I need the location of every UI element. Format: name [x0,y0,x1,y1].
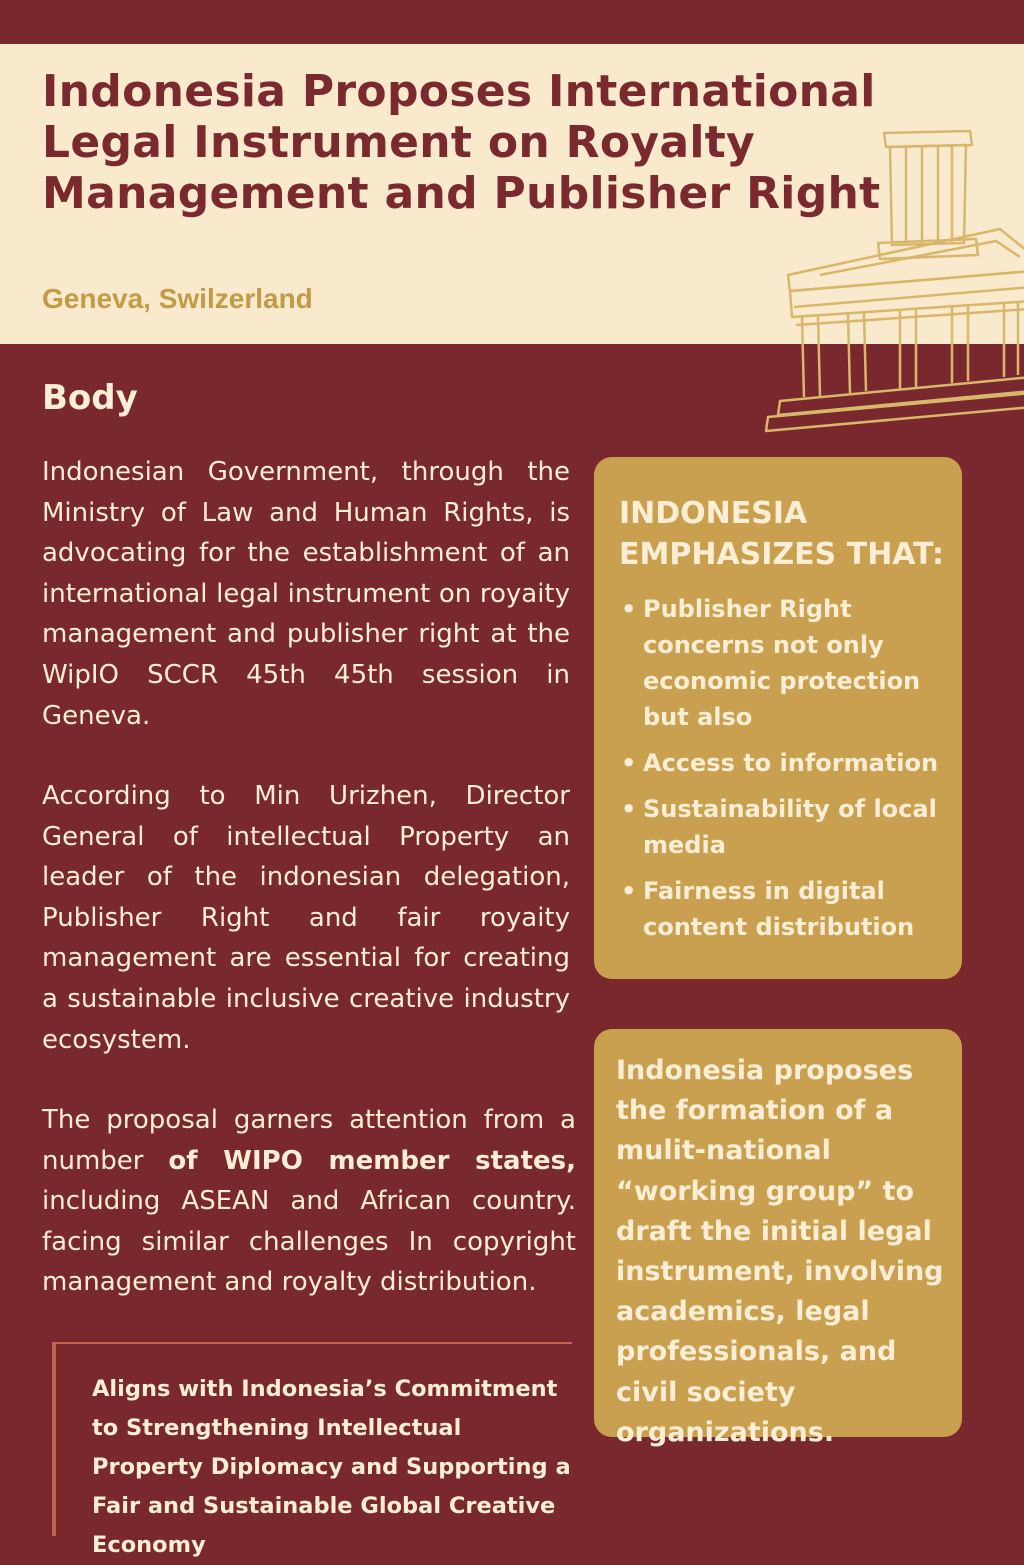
body-heading: Body [42,378,138,418]
list-item [619,873,954,945]
body-paragraph-2: According to Min Urizhen, Director General of intellectual Property an leader of the indonesian delegation, Publisher Right and fair royaity management are essential for creating a sustainable inclusive creative industry ecosystem. [42,781,570,1055]
list-item-text: Fairness in digital content distribution [643,877,915,941]
list-item-text: Sustainability of local media [643,795,937,859]
closing-quote-block [52,1342,572,1558]
bullet-icon: • [621,877,637,905]
proposal-box [594,1029,962,1448]
paragraph-3-tail: including ASEAN and African country. facing similar challenges In copyright management and royalty distribution. [42,1186,576,1298]
list-item [619,591,954,735]
paragraph-3-lead: The proposal garners attention from a number [42,1105,576,1176]
emphasis-box [594,457,962,979]
bullet-icon: • [621,795,637,823]
list-item [619,745,954,781]
closing-quote-text: Aligns with Indonesia’s Commitment to Strengthening Intellectual Property Diplomacy and Supporting a Fair and Sustainable Global Creative Economy [92,1376,571,1558]
classical-building-icon [760,125,1024,445]
paragraph-3-emphasis: of WIPO member states, [168,1145,576,1176]
bullet-icon: • [621,595,637,623]
bullet-icon: • [621,749,637,777]
list-item [619,791,954,863]
page-title: Indonesia Proposes International Legal Instrument on Royalty Management and Publisher Right [42,66,881,219]
list-item-text: Publisher Right concerns not only economic protection but also [643,595,921,731]
proposal-text: Indonesia proposes the formation of a mulit-national “working group” to draft the initial legal instrument, involving academics, legal professionals, and civil society organizations. [616,1055,944,1448]
emphasis-list [619,591,954,955]
body-paragraph-1: Indonesian Government, through the Ministry of Law and Human Rights, is advocating for the establishment of an international legal instrument on royaity management and publisher right at the WipIO SCCR 45th 45th session in Geneva. [42,457,570,731]
list-item-text: Access to information [643,749,939,777]
location-label: Geneva, Swilzerland [42,283,313,314]
emphasis-heading: INDONESIA EMPHASIZES THAT: [619,496,945,572]
body-paragraph-3 [42,1100,576,1303]
